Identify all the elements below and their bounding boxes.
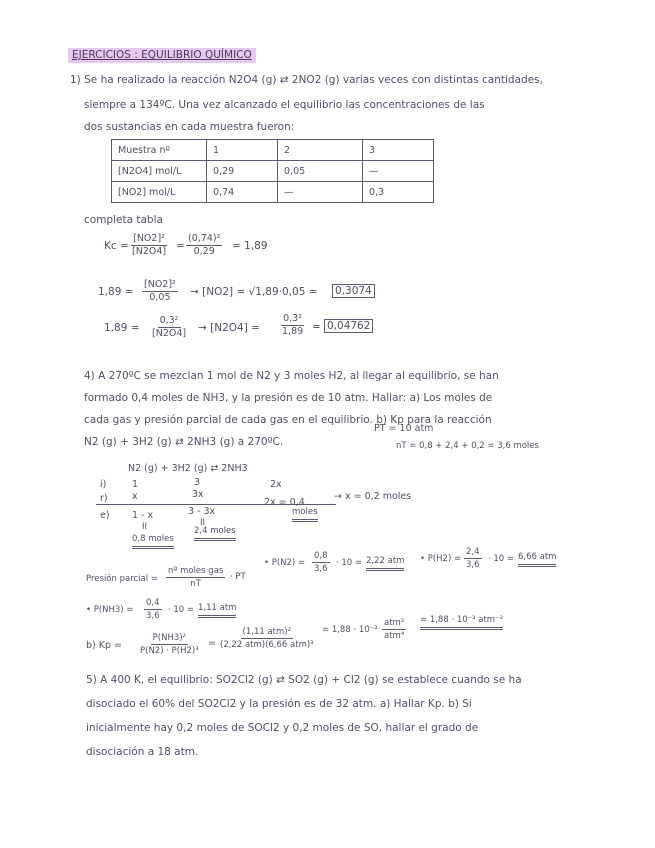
ice-r-h2: 3x <box>192 489 204 500</box>
step3-answer: 0,04762 <box>324 320 373 333</box>
kc-fraction-values <box>186 233 222 258</box>
eq-sign-h2: II <box>200 518 206 528</box>
partial-pressure-label: Presión parcial = <box>86 574 158 584</box>
moles-h2: 2,4 moles <box>194 525 236 541</box>
step3-mid: → [N2O4] = <box>198 322 260 334</box>
ice-r-nh3: 2x <box>270 479 282 490</box>
ice-label-i: i) <box>100 479 107 490</box>
kp-denominator-value: (2,22 atm)(6,66 atm)³ <box>220 640 314 650</box>
problem4-line2: formado 0,4 moles de NH3, y la presión es de 10 atm. Hallar: a) Los moles de <box>84 392 493 404</box>
ph2-answer: 6,66 atm <box>518 551 556 567</box>
table-row <box>112 161 434 182</box>
ice-e-h2: 3 - 3x <box>188 506 216 517</box>
problem4-line1: 4) A 270ºC se mezclan 1 mol de N2 y 3 moles H2, al llegar al equilibrio, se han <box>84 370 499 382</box>
pn2-answer: 2,22 atm <box>366 555 404 571</box>
step3-denominator-value: 1,89 <box>282 326 304 337</box>
ph2-numerator: 2,4 <box>466 547 480 557</box>
kc-denominator-value: 0,29 <box>193 246 215 257</box>
step2-numerator: [NO2]² <box>144 279 176 290</box>
pnh3-answer: 1,11 atm <box>198 602 236 618</box>
pnh3-lhs: • P(NH3) = <box>86 605 134 615</box>
problem1-line3: dos sustancias en cada muestra fueron: <box>84 121 295 133</box>
x-result: → x = 0,2 moles <box>334 491 412 502</box>
partial-pressure-fraction <box>166 565 225 590</box>
partial-pressure-numerator: nº moles gas <box>168 566 224 576</box>
step3-lhs: 1,89 = <box>104 322 140 334</box>
ice-i-h2: 3 <box>194 477 201 488</box>
kc-numerator: [NO2]² <box>133 233 165 244</box>
table-header-row <box>112 140 434 161</box>
problem1-line1: 1) Se ha realizado la reacción N2O4 (g) ⇄ 2NO2 (g) varias veces con distintas cantidades, <box>70 74 543 86</box>
partial-pressure-denominator: nT <box>190 579 201 589</box>
table-cell: — <box>278 182 363 203</box>
table-header-cell: Muestra nº <box>112 140 207 161</box>
kp-equals: = <box>208 638 216 649</box>
pnh3-numerator: 0,4 <box>146 598 160 608</box>
kp-numerator: P(NH3)² <box>152 633 186 643</box>
table-cell: [N2O4] mol/L <box>112 161 207 182</box>
kp-denominator: P(N2) · P(H2)³ <box>140 646 199 656</box>
concentration-table <box>111 139 434 203</box>
ice-e-nh3: 2x = 0,4 <box>264 497 305 508</box>
kc-result: = 1,89 <box>232 240 268 252</box>
pnh3-denominator: 3,6 <box>146 611 160 621</box>
table-cell: 0,74 <box>207 182 278 203</box>
kc-denominator: [N2O4] <box>132 246 167 257</box>
pn2-denominator: 3,6 <box>314 564 328 574</box>
complete-table-label: completa tabla <box>84 214 163 226</box>
ph2-denominator: 3,6 <box>466 560 480 570</box>
kc-lhs: Kc = <box>104 240 129 252</box>
kp-result: = 1,88 · 10⁻³ <box>322 625 378 635</box>
pnh3-fraction <box>144 597 162 622</box>
problem5-line1: 5) A 400 K, el equilibrio: SO2Cl2 (g) ⇄ SO2 (g) + Cl2 (g) se establece cuando se ha <box>86 674 522 686</box>
table-row <box>112 182 434 203</box>
problem5-line2: disociado el 60% del SO2Cl2 y la presión es de 32 atm. a) Hallar Kp. b) Si <box>86 698 472 710</box>
step3-numerator: 0,3² <box>159 315 179 326</box>
ice-e-n2: 1 - x <box>132 510 154 521</box>
ph2-fraction <box>464 546 482 571</box>
pn2-numerator: 0,8 <box>314 551 328 561</box>
table-cell: 0,29 <box>207 161 278 182</box>
pn2-fraction <box>312 550 330 575</box>
kp-numerator-value: (1,11 atm)² <box>242 627 292 637</box>
partial-pressure-pt: · PT <box>230 572 246 582</box>
kp-lhs: b) Kp = <box>86 640 122 651</box>
step3-denominator: [N2O4] <box>152 328 187 339</box>
table-header-cell: 3 <box>363 140 434 161</box>
step3-numerator-value: 0,3² <box>283 313 303 324</box>
ice-header: N2 (g) + 3H2 (g) ⇄ 2NH3 <box>128 463 248 474</box>
kc-numerator-value: (0,74)² <box>188 233 221 244</box>
ph2-lhs: • P(H2) = <box>420 554 462 564</box>
moles-n2: 0,8 moles <box>132 533 174 549</box>
kc-equals: = <box>176 240 185 252</box>
kp-units-denominator: atm⁴ <box>384 631 405 641</box>
pn2-rest: · 10 = <box>336 558 363 568</box>
step2-denominator: 0,05 <box>149 292 171 303</box>
table-header-cell: 2 <box>278 140 363 161</box>
kc-fraction <box>130 233 168 258</box>
page-title: EJERCICIOS : EQUILIBRIO QUÍMICO <box>68 48 256 63</box>
table-cell: — <box>363 161 434 182</box>
ice-r-n2: x <box>132 491 138 502</box>
table-cell: [NO2] mol/L <box>112 182 207 203</box>
step2-fraction <box>142 279 178 304</box>
step2-lhs: 1,89 = <box>98 286 134 298</box>
step3-fraction-values <box>280 313 305 338</box>
kp-final: = 1,88 · 10⁻³ atm⁻² <box>420 614 503 630</box>
ice-label-e: e) <box>100 510 110 521</box>
step3-equals: = <box>312 321 321 333</box>
table-header-cell: 1 <box>207 140 278 161</box>
ph2-rest: · 10 = <box>488 554 515 564</box>
ice-i-n2: 1 <box>132 479 139 490</box>
ice-label-r: r) <box>100 493 108 504</box>
step2-rest: → [NO2] = √1,89·0,05 = <box>190 286 318 298</box>
kp-fraction <box>138 632 201 657</box>
kp-units-numerator: atm² <box>384 618 405 628</box>
problem4-line3: cada gas y presión parcial de cada gas en el equilibrio. b) Kp para la reacción <box>84 414 492 426</box>
table-cell: 0,05 <box>278 161 363 182</box>
pn2-lhs: • P(N2) = <box>264 558 306 568</box>
step2-answer: 0,3074 <box>332 285 375 298</box>
total-moles: nT = 0,8 + 2,4 + 0,2 = 3,6 moles <box>396 441 539 451</box>
step3-fraction <box>150 315 188 340</box>
problem1-line2: siempre a 134ºC. Una vez alcanzado el equilibrio las concentraciones de las <box>84 99 485 111</box>
table-cell: 0,3 <box>363 182 434 203</box>
problem5-line4: disociación a 18 atm. <box>86 746 199 758</box>
pnh3-rest: · 10 = <box>168 605 195 615</box>
problem4-line4: N2 (g) + 3H2 (g) ⇄ 2NH3 (g) a 270ºC. <box>84 436 284 448</box>
kp-fraction-values <box>218 626 316 651</box>
total-pressure: PT = 10 atm <box>374 423 434 434</box>
problem5-line3: inicialmente hay 0,2 moles de SOCl2 y 0,2 moles de SO, hallar el grado de <box>86 722 479 734</box>
moles-label: moles <box>292 506 318 522</box>
kp-units <box>382 617 406 642</box>
eq-sign-n2: II <box>142 522 148 532</box>
